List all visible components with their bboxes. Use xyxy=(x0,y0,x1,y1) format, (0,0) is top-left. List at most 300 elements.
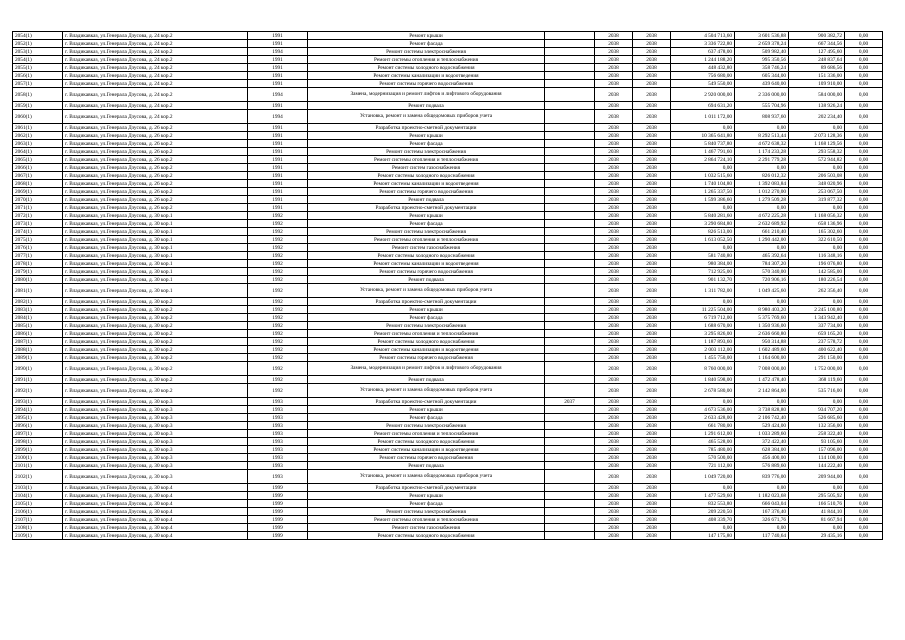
address-cell: г. Владикавказ, ул.Генерала Дзусова, д. 30 кор.4 xyxy=(63,524,248,532)
work-type-cell: Ремонт системы холодного водоснабжения xyxy=(308,338,545,346)
work-type-cell: Ремонт крыши xyxy=(308,306,545,314)
table-row xyxy=(13,252,883,260)
table-row xyxy=(13,180,883,188)
planned-year-cell xyxy=(545,172,595,180)
start-year-cell: 2038 xyxy=(595,354,633,362)
work-type-cell: Ремонт крыши xyxy=(308,492,545,500)
address-cell: г. Владикавказ, ул.Генерала Дзусова, д. 26 кор.2 xyxy=(63,156,248,164)
other-cost-cell: 0,00 xyxy=(845,244,883,252)
build-year-cell: 1993 xyxy=(248,406,308,414)
start-year-cell: 2038 xyxy=(595,148,633,156)
table-row xyxy=(13,140,883,148)
end-year-cell: 2038 xyxy=(633,48,671,56)
owner-cost-cell: 0,00 xyxy=(789,298,845,306)
planned-year-cell xyxy=(545,40,595,48)
end-year-cell: 2038 xyxy=(633,284,671,298)
start-year-cell: 2038 xyxy=(595,48,633,56)
build-year-cell: 1992 xyxy=(248,284,308,298)
row-number: 2070(1) xyxy=(13,196,63,204)
row-number: 2088(1) xyxy=(13,346,63,354)
other-cost-cell: 0,00 xyxy=(845,204,883,212)
address-cell: г. Владикавказ, ул.Генерала Дзусова, д. 24 кор.2 xyxy=(63,32,248,40)
owner-cost-cell: 166 510,76 xyxy=(789,500,845,508)
owner-cost-cell: 667 344,56 xyxy=(789,40,845,48)
total-cost-cell: 694 631,20 xyxy=(671,102,735,110)
fund-cost-cell: 808 937,60 xyxy=(735,110,789,124)
work-type-cell: Ремонт крыши xyxy=(308,212,545,220)
owner-cost-cell: 368 119,60 xyxy=(789,376,845,384)
table-row xyxy=(13,212,883,220)
owner-cost-cell: 248 837,64 xyxy=(789,56,845,64)
address-cell: г. Владикавказ, ул.Генерала Дзусова, д. 26 кор.2 xyxy=(63,172,248,180)
address-cell: г. Владикавказ, ул.Генерала Дзусова, д. 30 кор.1 xyxy=(63,284,248,298)
total-cost-cell: 0,00 xyxy=(671,244,735,252)
end-year-cell: 2038 xyxy=(633,204,671,212)
planned-year-cell xyxy=(545,362,595,376)
total-cost-cell: 661 780,00 xyxy=(671,422,735,430)
work-type-cell: Ремонт подвала xyxy=(308,376,545,384)
end-year-cell: 2038 xyxy=(633,314,671,322)
start-year-cell: 2038 xyxy=(595,430,633,438)
end-year-cell: 2038 xyxy=(633,524,671,532)
start-year-cell: 2038 xyxy=(595,508,633,516)
other-cost-cell: 0,00 xyxy=(845,252,883,260)
total-cost-cell: 785 480,00 xyxy=(671,446,735,454)
work-type-cell: Ремонт системы отопления и теплоснабжения xyxy=(308,430,545,438)
end-year-cell: 2038 xyxy=(633,252,671,260)
address-cell: г. Владикавказ, ул.Генерала Дзусова, д. 30 кор.2 xyxy=(63,362,248,376)
fund-cost-cell: 326 671,76 xyxy=(735,516,789,524)
end-year-cell: 2038 xyxy=(633,40,671,48)
fund-cost-cell: 1 290 442,00 xyxy=(735,236,789,244)
other-cost-cell: 0,00 xyxy=(845,322,883,330)
start-year-cell: 2038 xyxy=(595,346,633,354)
start-year-cell: 2038 xyxy=(595,180,633,188)
planned-year-cell xyxy=(545,276,595,284)
table-row xyxy=(13,188,883,196)
planned-year-cell xyxy=(545,164,595,172)
table-row xyxy=(13,438,883,446)
end-year-cell: 2038 xyxy=(633,384,671,398)
address-cell: г. Владикавказ, ул.Генерала Дзусова, д. 24 кор.2 xyxy=(63,80,248,88)
other-cost-cell: 0,00 xyxy=(845,398,883,406)
table-row xyxy=(13,276,883,284)
start-year-cell: 2038 xyxy=(595,470,633,484)
row-number: 2109(1) xyxy=(13,532,63,540)
work-type-cell: Ремонт фасада xyxy=(308,414,545,422)
planned-year-cell xyxy=(545,252,595,260)
table-row xyxy=(13,338,883,346)
total-cost-cell: 209 220,50 xyxy=(671,508,735,516)
other-cost-cell: 0,00 xyxy=(845,470,883,484)
owner-cost-cell: 348 020,96 xyxy=(789,180,845,188)
fund-cost-cell: 1 392 083,84 xyxy=(735,180,789,188)
work-type-cell: Ремонт фасада xyxy=(308,500,545,508)
build-year-cell: 1993 xyxy=(248,470,308,484)
planned-year-cell xyxy=(545,204,595,212)
owner-cost-cell: 934 707,20 xyxy=(789,406,845,414)
table-row xyxy=(13,508,883,516)
owner-cost-cell: 658 136,96 xyxy=(789,220,845,228)
row-number: 2077(1) xyxy=(13,252,63,260)
owner-cost-cell: 209 944,00 xyxy=(789,470,845,484)
total-cost-cell: 0,00 xyxy=(671,124,735,132)
owner-cost-cell: 142 585,00 xyxy=(789,268,845,276)
address-cell: г. Владикавказ, ул.Генерала Дзусова, д. 30 кор.3 xyxy=(63,470,248,484)
table-row xyxy=(13,196,883,204)
start-year-cell: 2038 xyxy=(595,492,633,500)
start-year-cell: 2038 xyxy=(595,284,633,298)
table-row xyxy=(13,500,883,508)
work-type-cell: Ремонт системы канализации и водоотведения xyxy=(308,346,545,354)
work-type-cell: Замена, модернизация и ремонт лифтов и лифтового оборудования xyxy=(308,362,545,376)
total-cost-cell: 5 840 737,80 xyxy=(671,140,735,148)
row-number: 2080(1) xyxy=(13,276,63,284)
fund-cost-cell: 3 601 536,88 xyxy=(735,32,789,40)
start-year-cell: 2038 xyxy=(595,164,633,172)
build-year-cell: 1993 xyxy=(248,462,308,470)
owner-cost-cell: 0,00 xyxy=(789,244,845,252)
planned-year-cell xyxy=(545,148,595,156)
fund-cost-cell: 7 008 000,00 xyxy=(735,362,789,376)
planned-year-cell xyxy=(545,32,595,40)
fund-cost-cell: 1 012 270,00 xyxy=(735,188,789,196)
table-row xyxy=(13,48,883,56)
table-row xyxy=(13,524,883,532)
row-number: 2059(1) xyxy=(13,102,63,110)
total-cost-cell: 1 291 612,00 xyxy=(671,430,735,438)
row-number: 2058(1) xyxy=(13,88,63,102)
other-cost-cell: 0,00 xyxy=(845,80,883,88)
build-year-cell: 1992 xyxy=(248,314,308,322)
start-year-cell: 2038 xyxy=(595,140,633,148)
total-cost-cell: 826 513,00 xyxy=(671,228,735,236)
work-type-cell: Ремонт фасада xyxy=(308,314,545,322)
start-year-cell: 2038 xyxy=(595,376,633,384)
start-year-cell: 2038 xyxy=(595,204,633,212)
owner-cost-cell: 293 558,32 xyxy=(789,148,845,156)
other-cost-cell: 0,00 xyxy=(845,532,883,540)
work-type-cell: Ремонт фасада xyxy=(308,40,545,48)
end-year-cell: 2038 xyxy=(633,140,671,148)
other-cost-cell: 0,00 xyxy=(845,196,883,204)
table-row xyxy=(13,354,883,362)
row-number: 2073(1) xyxy=(13,220,63,228)
table-row xyxy=(13,470,883,484)
owner-cost-cell: 1 343 942,40 xyxy=(789,314,845,322)
start-year-cell: 2038 xyxy=(595,330,633,338)
planned-year-cell xyxy=(545,384,595,398)
end-year-cell: 2038 xyxy=(633,484,671,492)
build-year-cell: 1993 xyxy=(248,438,308,446)
owner-cost-cell: 1 168 056,32 xyxy=(789,212,845,220)
work-type-cell: Ремонт системы горячего водоснабжения xyxy=(308,268,545,276)
table-row xyxy=(13,492,883,500)
start-year-cell: 2038 xyxy=(595,484,633,492)
table-row xyxy=(13,124,883,132)
table-row xyxy=(13,102,883,110)
address-cell: г. Владикавказ, ул.Генерала Дзусова, д. 30 кор.3 xyxy=(63,454,248,462)
row-number: 2056(1) xyxy=(13,72,63,80)
work-type-cell: Ремонт системы горячего водоснабжения xyxy=(308,80,545,88)
table-row xyxy=(13,322,883,330)
other-cost-cell: 0,00 xyxy=(845,72,883,80)
work-type-cell: Замена, модернизация и ремонт лифтов и лифтового оборудования xyxy=(308,88,545,102)
planned-year-cell xyxy=(545,438,595,446)
table-row xyxy=(13,362,883,376)
row-number: 2095(1) xyxy=(13,414,63,422)
row-number: 2083(1) xyxy=(13,306,63,314)
program-table-sheet xyxy=(12,31,882,540)
owner-cost-cell: 337 734,00 xyxy=(789,322,845,330)
row-number: 2066(1) xyxy=(13,164,63,172)
row-number: 2103(1) xyxy=(13,484,63,492)
address-cell: г. Владикавказ, ул.Генерала Дзусова, д. 30 кор.2 xyxy=(63,376,248,384)
planned-year-cell xyxy=(545,260,595,268)
fund-cost-cell: 720 906,16 xyxy=(735,276,789,284)
address-cell: г. Владикавказ, ул.Генерала Дзусова, д. 30 кор.3 xyxy=(63,414,248,422)
planned-year-cell xyxy=(545,56,595,64)
row-number: 2067(1) xyxy=(13,172,63,180)
work-type-cell: Ремонт системы отопления и теплоснабжения xyxy=(308,156,545,164)
work-type-cell: Ремонт крыши xyxy=(308,406,545,414)
total-cost-cell: 1 599 386,60 xyxy=(671,196,735,204)
fund-cost-cell: 0,00 xyxy=(735,164,789,172)
planned-year-cell xyxy=(545,470,595,484)
fund-cost-cell: 3 738 828,80 xyxy=(735,406,789,414)
total-cost-cell: 721 112,00 xyxy=(671,462,735,470)
other-cost-cell: 0,00 xyxy=(845,236,883,244)
address-cell: г. Владикавказ, ул.Генерала Дзусова, д. 30 кор.2 xyxy=(63,314,248,322)
address-cell: г. Владикавказ, ул.Генерала Дзусова, д. 30 кор.2 xyxy=(63,346,248,354)
row-number: 2097(1) xyxy=(13,430,63,438)
end-year-cell: 2038 xyxy=(633,236,671,244)
row-number: 2101(1) xyxy=(13,462,63,470)
build-year-cell: 1991 xyxy=(248,56,308,64)
end-year-cell: 2038 xyxy=(633,196,671,204)
address-cell: г. Владикавказ, ул.Генерала Дзусова, д. 26 кор.2 xyxy=(63,180,248,188)
end-year-cell: 2038 xyxy=(633,422,671,430)
build-year-cell: 1993 xyxy=(248,454,308,462)
address-cell: г. Владикавказ, ул.Генерала Дзусова, д. 24 кор.2 xyxy=(63,102,248,110)
address-cell: г. Владикавказ, ул.Генерала Дзусова, д. 30 кор.4 xyxy=(63,508,248,516)
table-row xyxy=(13,40,883,48)
other-cost-cell: 0,00 xyxy=(845,140,883,148)
other-cost-cell: 0,00 xyxy=(845,330,883,338)
row-number: 2075(1) xyxy=(13,236,63,244)
other-cost-cell: 0,00 xyxy=(845,260,883,268)
table-row xyxy=(13,260,883,268)
work-type-cell: Разработка проектно-сметной документации xyxy=(308,398,545,406)
other-cost-cell: 0,00 xyxy=(845,314,883,322)
total-cost-cell: 0,00 xyxy=(671,298,735,306)
address-cell: г. Владикавказ, ул.Генерала Дзусова, д. 30 кор.4 xyxy=(63,532,248,540)
other-cost-cell: 0,00 xyxy=(845,406,883,414)
planned-year-cell xyxy=(545,228,595,236)
fund-cost-cell: 839 776,00 xyxy=(735,470,789,484)
planned-year-cell xyxy=(545,516,595,524)
fund-cost-cell: 358 746,24 xyxy=(735,64,789,72)
other-cost-cell: 0,00 xyxy=(845,64,883,72)
table-row xyxy=(13,330,883,338)
build-year-cell: 1993 xyxy=(248,430,308,438)
other-cost-cell: 0,00 xyxy=(845,376,883,384)
owner-cost-cell: 2 073 128,36 xyxy=(789,132,845,140)
other-cost-cell: 0,00 xyxy=(845,500,883,508)
row-number: 2104(1) xyxy=(13,492,63,500)
fund-cost-cell: 0,00 xyxy=(735,524,789,532)
work-type-cell: Ремонт подвала xyxy=(308,462,545,470)
build-year-cell: 1992 xyxy=(248,236,308,244)
address-cell: г. Владикавказ, ул.Генерала Дзусова, д. 30 кор.3 xyxy=(63,430,248,438)
owner-cost-cell: 659 165,20 xyxy=(789,330,845,338)
row-number: 2086(1) xyxy=(13,330,63,338)
table-row xyxy=(13,72,883,80)
planned-year-cell xyxy=(545,284,595,298)
build-year-cell: 1992 xyxy=(248,260,308,268)
planned-year-cell xyxy=(545,354,595,362)
owner-cost-cell: 584 000,00 xyxy=(789,88,845,102)
build-year-cell: 1992 xyxy=(248,212,308,220)
owner-cost-cell: 89 686,56 xyxy=(789,64,845,72)
fund-cost-cell: 2 632 689,92 xyxy=(735,220,789,228)
build-year-cell: 1992 xyxy=(248,252,308,260)
fund-cost-cell: 1 350 936,00 xyxy=(735,322,789,330)
address-cell: г. Владикавказ, ул.Генерала Дзусова, д. 30 кор.4 xyxy=(63,484,248,492)
work-type-cell: Ремонт системы канализации и водоотведения xyxy=(308,260,545,268)
build-year-cell: 1991 xyxy=(248,204,308,212)
build-year-cell: 1994 xyxy=(248,48,308,56)
build-year-cell: 1991 xyxy=(248,80,308,88)
end-year-cell: 2038 xyxy=(633,72,671,80)
end-year-cell: 2038 xyxy=(633,298,671,306)
build-year-cell: 1999 xyxy=(248,492,308,500)
planned-year-cell xyxy=(545,132,595,140)
total-cost-cell: 1 265 337,50 xyxy=(671,188,735,196)
fund-cost-cell: 2 659 378,24 xyxy=(735,40,789,48)
row-number: 2072(1) xyxy=(13,212,63,220)
fund-cost-cell: 509 982,40 xyxy=(735,48,789,56)
other-cost-cell: 0,00 xyxy=(845,276,883,284)
row-number: 2079(1) xyxy=(13,268,63,276)
end-year-cell: 2038 xyxy=(633,260,671,268)
other-cost-cell: 0,00 xyxy=(845,306,883,314)
other-cost-cell: 0,00 xyxy=(845,56,883,64)
table-row xyxy=(13,446,883,454)
total-cost-cell: 1 455 750,00 xyxy=(671,354,735,362)
owner-cost-cell: 206 503,08 xyxy=(789,172,845,180)
fund-cost-cell: 529 424,00 xyxy=(735,422,789,430)
other-cost-cell: 0,00 xyxy=(845,148,883,156)
end-year-cell: 2038 xyxy=(633,228,671,236)
start-year-cell: 2038 xyxy=(595,406,633,414)
table-row xyxy=(13,414,883,422)
total-cost-cell: 2 920 000,00 xyxy=(671,88,735,102)
planned-year-cell xyxy=(545,48,595,56)
fund-cost-cell: 628 384,00 xyxy=(735,446,789,454)
fund-cost-cell: 2 142 864,00 xyxy=(735,384,789,398)
other-cost-cell: 0,00 xyxy=(845,164,883,172)
build-year-cell: 1999 xyxy=(248,524,308,532)
owner-cost-cell: 400 622,40 xyxy=(789,346,845,354)
start-year-cell: 2038 xyxy=(595,244,633,252)
table-row xyxy=(13,244,883,252)
planned-year-cell xyxy=(545,314,595,322)
work-type-cell: Ремонт системы электроснабжения xyxy=(308,48,545,56)
row-number: 2092(1) xyxy=(13,384,63,398)
address-cell: г. Владикавказ, ул.Генерала Дзусова, д. 24 кор.2 xyxy=(63,88,248,102)
other-cost-cell: 0,00 xyxy=(845,384,883,398)
work-type-cell: Ремонт системы холодного водоснабжения xyxy=(308,172,545,180)
work-type-cell: Разработка проектно-сметной документации xyxy=(308,298,545,306)
work-type-cell: Ремонт системы электроснабжения xyxy=(308,228,545,236)
build-year-cell: 1992 xyxy=(248,362,308,376)
total-cost-cell: 3 290 684,80 xyxy=(671,220,735,228)
table-row xyxy=(13,148,883,156)
planned-year-cell xyxy=(545,298,595,306)
row-number: 2078(1) xyxy=(13,260,63,268)
fund-cost-cell: 0,00 xyxy=(735,398,789,406)
address-cell: г. Владикавказ, ул.Генерала Дзусова, д. 24 кор.2 xyxy=(63,56,248,64)
row-number: 2054(1) xyxy=(13,32,63,40)
address-cell: г. Владикавказ, ул.Генерала Дзусова, д. 26 кор.2 xyxy=(63,204,248,212)
fund-cost-cell: 826 012,32 xyxy=(735,172,789,180)
end-year-cell: 2038 xyxy=(633,188,671,196)
planned-year-cell xyxy=(545,330,595,338)
address-cell: г. Владикавказ, ул.Генерала Дзусова, д. 30 кор.3 xyxy=(63,446,248,454)
end-year-cell: 2038 xyxy=(633,346,671,354)
address-cell: г. Владикавказ, ул.Генерала Дзусова, д. 30 кор.3 xyxy=(63,422,248,430)
end-year-cell: 2038 xyxy=(633,414,671,422)
build-year-cell: 1992 xyxy=(248,244,308,252)
start-year-cell: 2038 xyxy=(595,88,633,102)
owner-cost-cell: 2 245 100,80 xyxy=(789,306,845,314)
work-type-cell: Ремонт системы канализации и водоотведения xyxy=(308,72,545,80)
end-year-cell: 2038 xyxy=(633,64,671,72)
planned-year-cell xyxy=(545,376,595,384)
other-cost-cell: 0,00 xyxy=(845,228,883,236)
other-cost-cell: 0,00 xyxy=(845,102,883,110)
owner-cost-cell: 900 382,72 xyxy=(789,32,845,40)
row-number: 2096(1) xyxy=(13,422,63,430)
fund-cost-cell: 1 182 023,68 xyxy=(735,492,789,500)
table-row xyxy=(13,384,883,398)
build-year-cell: 1992 xyxy=(248,376,308,384)
fund-cost-cell: 167 376,40 xyxy=(735,508,789,516)
total-cost-cell: 4 504 713,60 xyxy=(671,32,735,40)
start-year-cell: 2038 xyxy=(595,228,633,236)
start-year-cell: 2038 xyxy=(595,40,633,48)
fund-cost-cell: 8 980 403,20 xyxy=(735,306,789,314)
build-year-cell: 1991 xyxy=(248,124,308,132)
owner-cost-cell: 291 150,00 xyxy=(789,354,845,362)
row-number: 2055(1) xyxy=(13,64,63,72)
other-cost-cell: 0,00 xyxy=(845,414,883,422)
build-year-cell: 1991 xyxy=(248,164,308,172)
fund-cost-cell: 555 704,96 xyxy=(735,102,789,110)
fund-cost-cell: 995 350,56 xyxy=(735,56,789,64)
build-year-cell: 1992 xyxy=(248,322,308,330)
table-row xyxy=(13,268,883,276)
row-number: 2057(1) xyxy=(13,80,63,88)
table-row xyxy=(13,110,883,124)
planned-year-cell xyxy=(545,446,595,454)
end-year-cell: 2038 xyxy=(633,268,671,276)
address-cell: г. Владикавказ, ул.Генерала Дзусова, д. 26 кор.2 xyxy=(63,148,248,156)
total-cost-cell: 1 688 670,00 xyxy=(671,322,735,330)
build-year-cell: 1991 xyxy=(248,148,308,156)
end-year-cell: 2038 xyxy=(633,362,671,376)
